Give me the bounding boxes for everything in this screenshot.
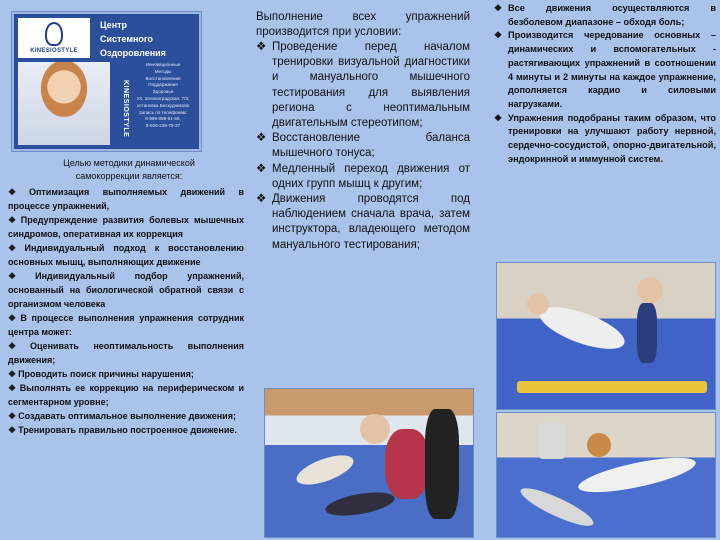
card-info-line: Методы [154,68,172,74]
list-item: ❖ Проводить поиск причины нарушения; [8,369,194,379]
list-item: ❖ Все движения осуществляются в безболевом диапазоне – обходя боль; [494,3,716,27]
bullet-icon: ❖ [8,187,27,197]
bullet-icon: ❖ [8,341,29,351]
list-item: ❖ Тренировать правильно построенное движение. [8,425,237,435]
logo-text: KINESIOSTYLE [30,48,78,54]
card-title-line: Системного [100,34,154,44]
list-item: ❖ Упражнения подобраны таким образом, что тренировки на улучшают работу нервной, сердечно-сосудистой, опорно-двигательной, эндокринной и иммунной систем. [494,112,716,164]
card-title-line: Центр [100,20,128,30]
business-card [12,12,201,151]
bullet-icon: ❖ [494,3,503,13]
bullet-icon: ❖ [8,425,17,435]
bullet-icon: ❖ [8,369,17,379]
card-info-line: Восстановления [145,75,181,81]
list-item: ❖ Индивидуальный подход к восстановлению основных мышц, выполняющих движение [8,243,244,267]
bullet-icon: ❖ [494,112,503,123]
list-item: ❖ Выполнять ее коррекцию на периферическом и сегментарном уровне; [8,383,244,407]
list-item: ❖ Проведение перед началом тренировки визуальной диагностики и мануального мышечного тестирования для выявления региона с неоптимальным двигательным стереотипом; [256,41,470,130]
floor-exercise-photo [496,412,716,538]
card-info-line: Инновационные [145,62,181,67]
list-item: ❖ Производится чередование основных – динамических и вспомогательных - растягивающих упражнений в соотношении 4 минуты и 2 минуты на каждое упражнение, дополняется кардио и силовыми нагрузками. [494,30,716,109]
bullet-icon: ❖ [256,162,267,175]
list-item: ❖ В процессе выполнения упражнения сотрудник центра может: [8,313,244,337]
card-info-line: Здоровья [152,89,174,95]
card-info-line: Ул. Зеленоградская, 7/3, [136,95,190,101]
bullet-icon: ❖ [8,243,23,253]
group-exercise-photo [264,388,474,538]
list-item: ❖ Индивидуальный подбор упражнений, основанный на биологической обратной связи с организмом человека [8,271,244,309]
card-vertical-brand: KINESIOSTYLE [122,80,129,138]
bullet-icon: ❖ [256,132,267,145]
card-info-line: Запись по телефонам: [138,109,188,115]
bullet-icon: ❖ [8,411,17,421]
bullet-icon: ❖ [256,41,267,53]
list-item: ❖ Предупреждение развития болевых мышечных синдромов, оперативная их коррекция [8,215,244,239]
list-item: ❖ Оптимизация выполняемых движений в процессе упражнений, [8,187,244,211]
bullet-icon: ❖ [8,383,18,393]
card-title-line: Оздоровления [100,48,166,58]
bullet-icon: ❖ [256,193,267,206]
list-item: ❖ Медленный переход движения от одних групп мышц к другим; [256,162,470,190]
conditions-heading: Выполнение всех упражнений производится при условии: [256,11,470,38]
list-item: ❖ Восстановление баланса мышечного тонуса; [256,132,470,160]
goal-heading: Целью методики динамической самокоррекции является: [63,158,195,181]
stretching-photo [496,262,716,410]
portrait-photo [18,62,110,145]
bullet-icon: ❖ [8,313,19,323]
conditions-list [252,40,474,253]
figure-logo-icon [45,22,63,46]
left-column [4,4,246,536]
center-logo [18,18,90,58]
bullet-icon: ❖ [8,271,34,281]
bullet-icon: ❖ [8,215,19,225]
card-info-line: остановка Бескудниково [136,102,190,108]
bullet-icon: ❖ [494,30,503,41]
card-title [100,18,195,60]
goals-list [8,185,244,437]
list-item: ❖ Создавать оптимальное выполнение движения; [8,411,236,421]
card-contact-info [131,62,195,146]
card-info-line: Поддержания [148,82,178,88]
card-info-line: 8-999-888-91-55, [145,116,181,122]
principles-list [494,2,716,166]
list-item: ❖ Движения проводятся под наблюдением сначала врача, затем инструктора, владеющего методом мануального тестирования; [256,193,470,251]
list-item: ❖ Оценивать неоптимальность выполнения движения; [8,341,244,365]
card-info-line: 8-926-239-79-37 [145,123,181,129]
